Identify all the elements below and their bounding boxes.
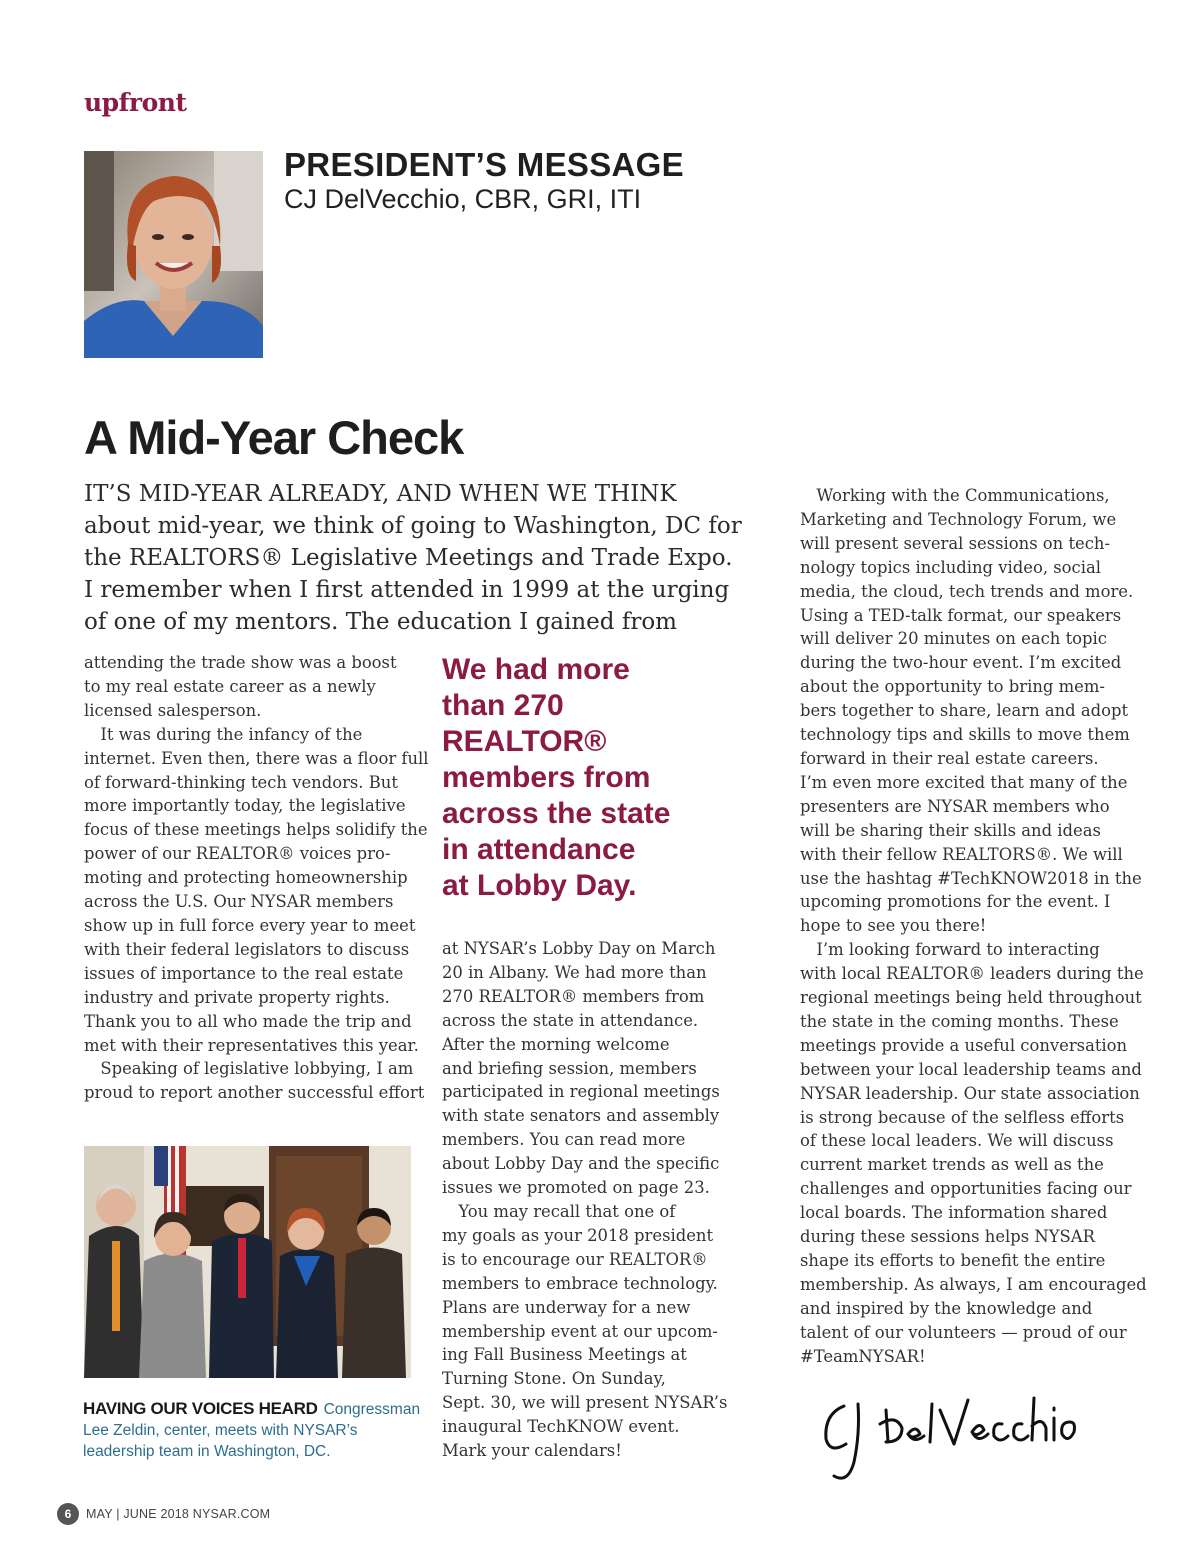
- body-line: with their fellow REALTORS®. We will: [800, 844, 1123, 864]
- body-line: power of our REALTOR® voices pro-: [84, 844, 391, 864]
- author-byline: CJ DelVecchio, CBR, GRI, ITI: [284, 184, 642, 214]
- body-line: at NYSAR’s Lobby Day on March: [442, 939, 716, 958]
- body-line: and inspired by the knowledge and: [800, 1298, 1093, 1318]
- body-line: #TeamNYSAR!: [800, 1346, 926, 1366]
- section-label: upfront: [84, 88, 187, 117]
- body-line: Working with the Communications,: [800, 486, 1110, 505]
- lede-line: about mid-year, we think of going to Washington, DC for: [84, 513, 742, 539]
- site-link[interactable]: NYSAR.COM: [192, 1507, 271, 1521]
- body-line: Plans are underway for a new: [442, 1297, 691, 1317]
- body-line: about Lobby Day and the specific: [442, 1154, 720, 1174]
- body-line: about the opportunity to bring mem-: [800, 677, 1105, 697]
- body-line: will deliver 20 minutes on each topic: [800, 629, 1107, 649]
- body-line: ing Fall Business Meetings at: [442, 1345, 687, 1365]
- pull-quote-line: in attendance: [442, 833, 636, 866]
- page-footer: [57, 1503, 270, 1525]
- body-line: Turning Stone. On Sunday,: [442, 1369, 666, 1389]
- page-number: 6: [57, 1503, 79, 1525]
- author-headshot: [84, 151, 263, 358]
- body-line: current market trends as well as the: [800, 1155, 1104, 1175]
- body-line: is to encourage our REALTOR®: [442, 1249, 708, 1269]
- body-column-2: [442, 937, 728, 1463]
- body-column-1: [84, 651, 429, 1105]
- issue-date: MAY | JUNE 2018: [86, 1507, 190, 1521]
- body-line: internet. Even then, there was a floor full: [84, 748, 429, 768]
- body-line: industry and private property rights.: [84, 987, 390, 1007]
- body-line: You may recall that one of: [442, 1201, 676, 1221]
- body-line: attending the trade show was a boost: [84, 653, 397, 672]
- column-title: PRESIDENT’S MESSAGE: [284, 146, 684, 183]
- body-line: It was during the infancy of the: [84, 724, 363, 744]
- body-line: members. You can read more: [442, 1130, 686, 1150]
- body-line: during these sessions helps NYSAR: [800, 1227, 1095, 1247]
- pull-quote-line: across the state: [442, 797, 671, 830]
- body-line: is strong because of the selfless efforts: [800, 1107, 1125, 1127]
- body-line: After the morning welcome: [442, 1034, 670, 1054]
- body-line: Using a TED-talk format, our speakers: [800, 605, 1122, 625]
- pull-quote-line: REALTOR®: [442, 725, 607, 758]
- body-line: with their federal legislators to discuss: [84, 939, 410, 959]
- body-line: membership event at our upcom-: [442, 1321, 718, 1341]
- body-line: presenters are NYSAR members who: [800, 796, 1110, 816]
- caption-line-2: Lee Zeldin, center, meets with NYSAR’s: [83, 1422, 358, 1439]
- body-line: focus of these meetings helps solidify the: [84, 820, 428, 840]
- body-line: NYSAR leadership. Our state association: [800, 1083, 1140, 1103]
- body-line: met with their representatives this year.: [84, 1035, 419, 1055]
- body-line: media, the cloud, tech trends and more.: [800, 581, 1134, 601]
- body-line: challenges and opportunities facing our: [800, 1179, 1132, 1199]
- body-line: the state in the coming months. These: [800, 1011, 1119, 1031]
- body-line: I’m looking forward to interacting: [800, 940, 1100, 960]
- body-line: across the U.S. Our NYSAR members: [84, 892, 394, 912]
- body-line: I’m even more excited that many of the: [800, 772, 1128, 792]
- body-line: Mark your calendars!: [442, 1441, 622, 1461]
- body-line: upcoming promotions for the event. I: [800, 892, 1111, 912]
- body-line: to my real estate career as a newly: [84, 676, 376, 696]
- body-line: shape its efforts to benefit the entire: [800, 1251, 1106, 1270]
- pull-quote-line: We had more: [442, 653, 630, 686]
- body-line: with state senators and assembly: [442, 1106, 720, 1126]
- body-line: bers together to share, learn and adopt: [800, 701, 1129, 721]
- body-line: Thank you to all who made the trip and: [84, 1011, 412, 1031]
- body-column-3: [800, 484, 1147, 1369]
- body-line: regional meetings being held throughout: [800, 988, 1142, 1008]
- body-line: Sept. 30, we will present NYSAR’s: [442, 1393, 728, 1413]
- body-line: talent of our volunteers — proud of our: [800, 1322, 1127, 1342]
- body-line: between your local leadership teams and: [800, 1059, 1142, 1079]
- body-line: 20 in Albany. We had more than: [442, 962, 707, 982]
- body-line: will be sharing their skills and ideas: [800, 820, 1101, 840]
- body-line: membership. As always, I am encouraged: [800, 1274, 1147, 1294]
- body-line: licensed salesperson.: [84, 700, 262, 720]
- lede-line: the REALTORS® Legislative Meetings and Trade Expo.: [84, 545, 733, 571]
- body-line: of forward-thinking tech vendors. But: [84, 772, 398, 792]
- caption-line-1: [83, 1398, 421, 1420]
- body-line: and briefing session, members: [442, 1058, 697, 1078]
- body-line: Marketing and Technology Forum, we: [800, 509, 1117, 529]
- body-line: 270 REALTOR® members from: [442, 986, 705, 1006]
- body-line: inaugural TechKNOW event.: [442, 1417, 680, 1437]
- body-line: show up in full force every year to meet: [84, 915, 416, 935]
- body-line: members to embrace technology.: [442, 1273, 718, 1293]
- photo-caption: [83, 1398, 421, 1462]
- body-line: my goals as your 2018 president: [442, 1225, 714, 1245]
- body-line: of these local leaders. We will discuss: [800, 1131, 1114, 1151]
- pull-quote-line: members from: [442, 761, 651, 794]
- caption-text: Congressman: [323, 1401, 421, 1418]
- body-line: will present several sessions on tech-: [800, 533, 1111, 553]
- author-signature: [816, 1384, 1086, 1494]
- body-line: proud to report another successful effort: [84, 1083, 425, 1103]
- caption-line-3: leadership team in Washington, DC.: [83, 1443, 331, 1460]
- body-line: use the hashtag #TechKNOW2018 in the: [800, 868, 1142, 888]
- lede-line: IT’S MID-YEAR ALREADY, AND WHEN WE THINK: [84, 481, 677, 507]
- body-line: meetings provide a useful conversation: [800, 1035, 1128, 1055]
- body-line: moting and protecting homeownership: [84, 868, 408, 888]
- body-line: hope to see you there!: [800, 916, 987, 936]
- pull-quote-line: than 270: [442, 689, 564, 722]
- group-photo: [84, 1146, 411, 1378]
- pull-quote-line: at Lobby Day.: [442, 869, 637, 902]
- body-line: issues we promoted on page 23.: [442, 1178, 710, 1198]
- article-lede: [84, 478, 742, 638]
- article-headline: A Mid-Year Check: [84, 411, 464, 464]
- lede-line: of one of my mentors. The education I gained from: [84, 609, 677, 635]
- body-line: Speaking of legislative lobbying, I am: [84, 1059, 414, 1079]
- caption-lead: HAVING OUR VOICES HEARD: [83, 1399, 318, 1418]
- lede-line: I remember when I first attended in 1999 at the urging: [84, 577, 730, 603]
- body-line: across the state in attendance.: [442, 1010, 699, 1030]
- body-line: nology topics including video, social: [800, 557, 1101, 577]
- body-line: participated in regional meetings: [442, 1082, 720, 1102]
- body-line: technology tips and skills to move them: [800, 725, 1130, 745]
- body-line: local boards. The information shared: [800, 1203, 1108, 1223]
- body-line: issues of importance to the real estate: [84, 963, 404, 983]
- pull-quote: [442, 652, 742, 904]
- body-line: with local REALTOR® leaders during the: [800, 964, 1144, 984]
- body-line: more importantly today, the legislative: [84, 796, 406, 816]
- footer-issue: [86, 1507, 270, 1521]
- body-line: forward in their real estate careers.: [800, 748, 1099, 768]
- body-line: during the two-hour event. I’m excited: [800, 653, 1122, 673]
